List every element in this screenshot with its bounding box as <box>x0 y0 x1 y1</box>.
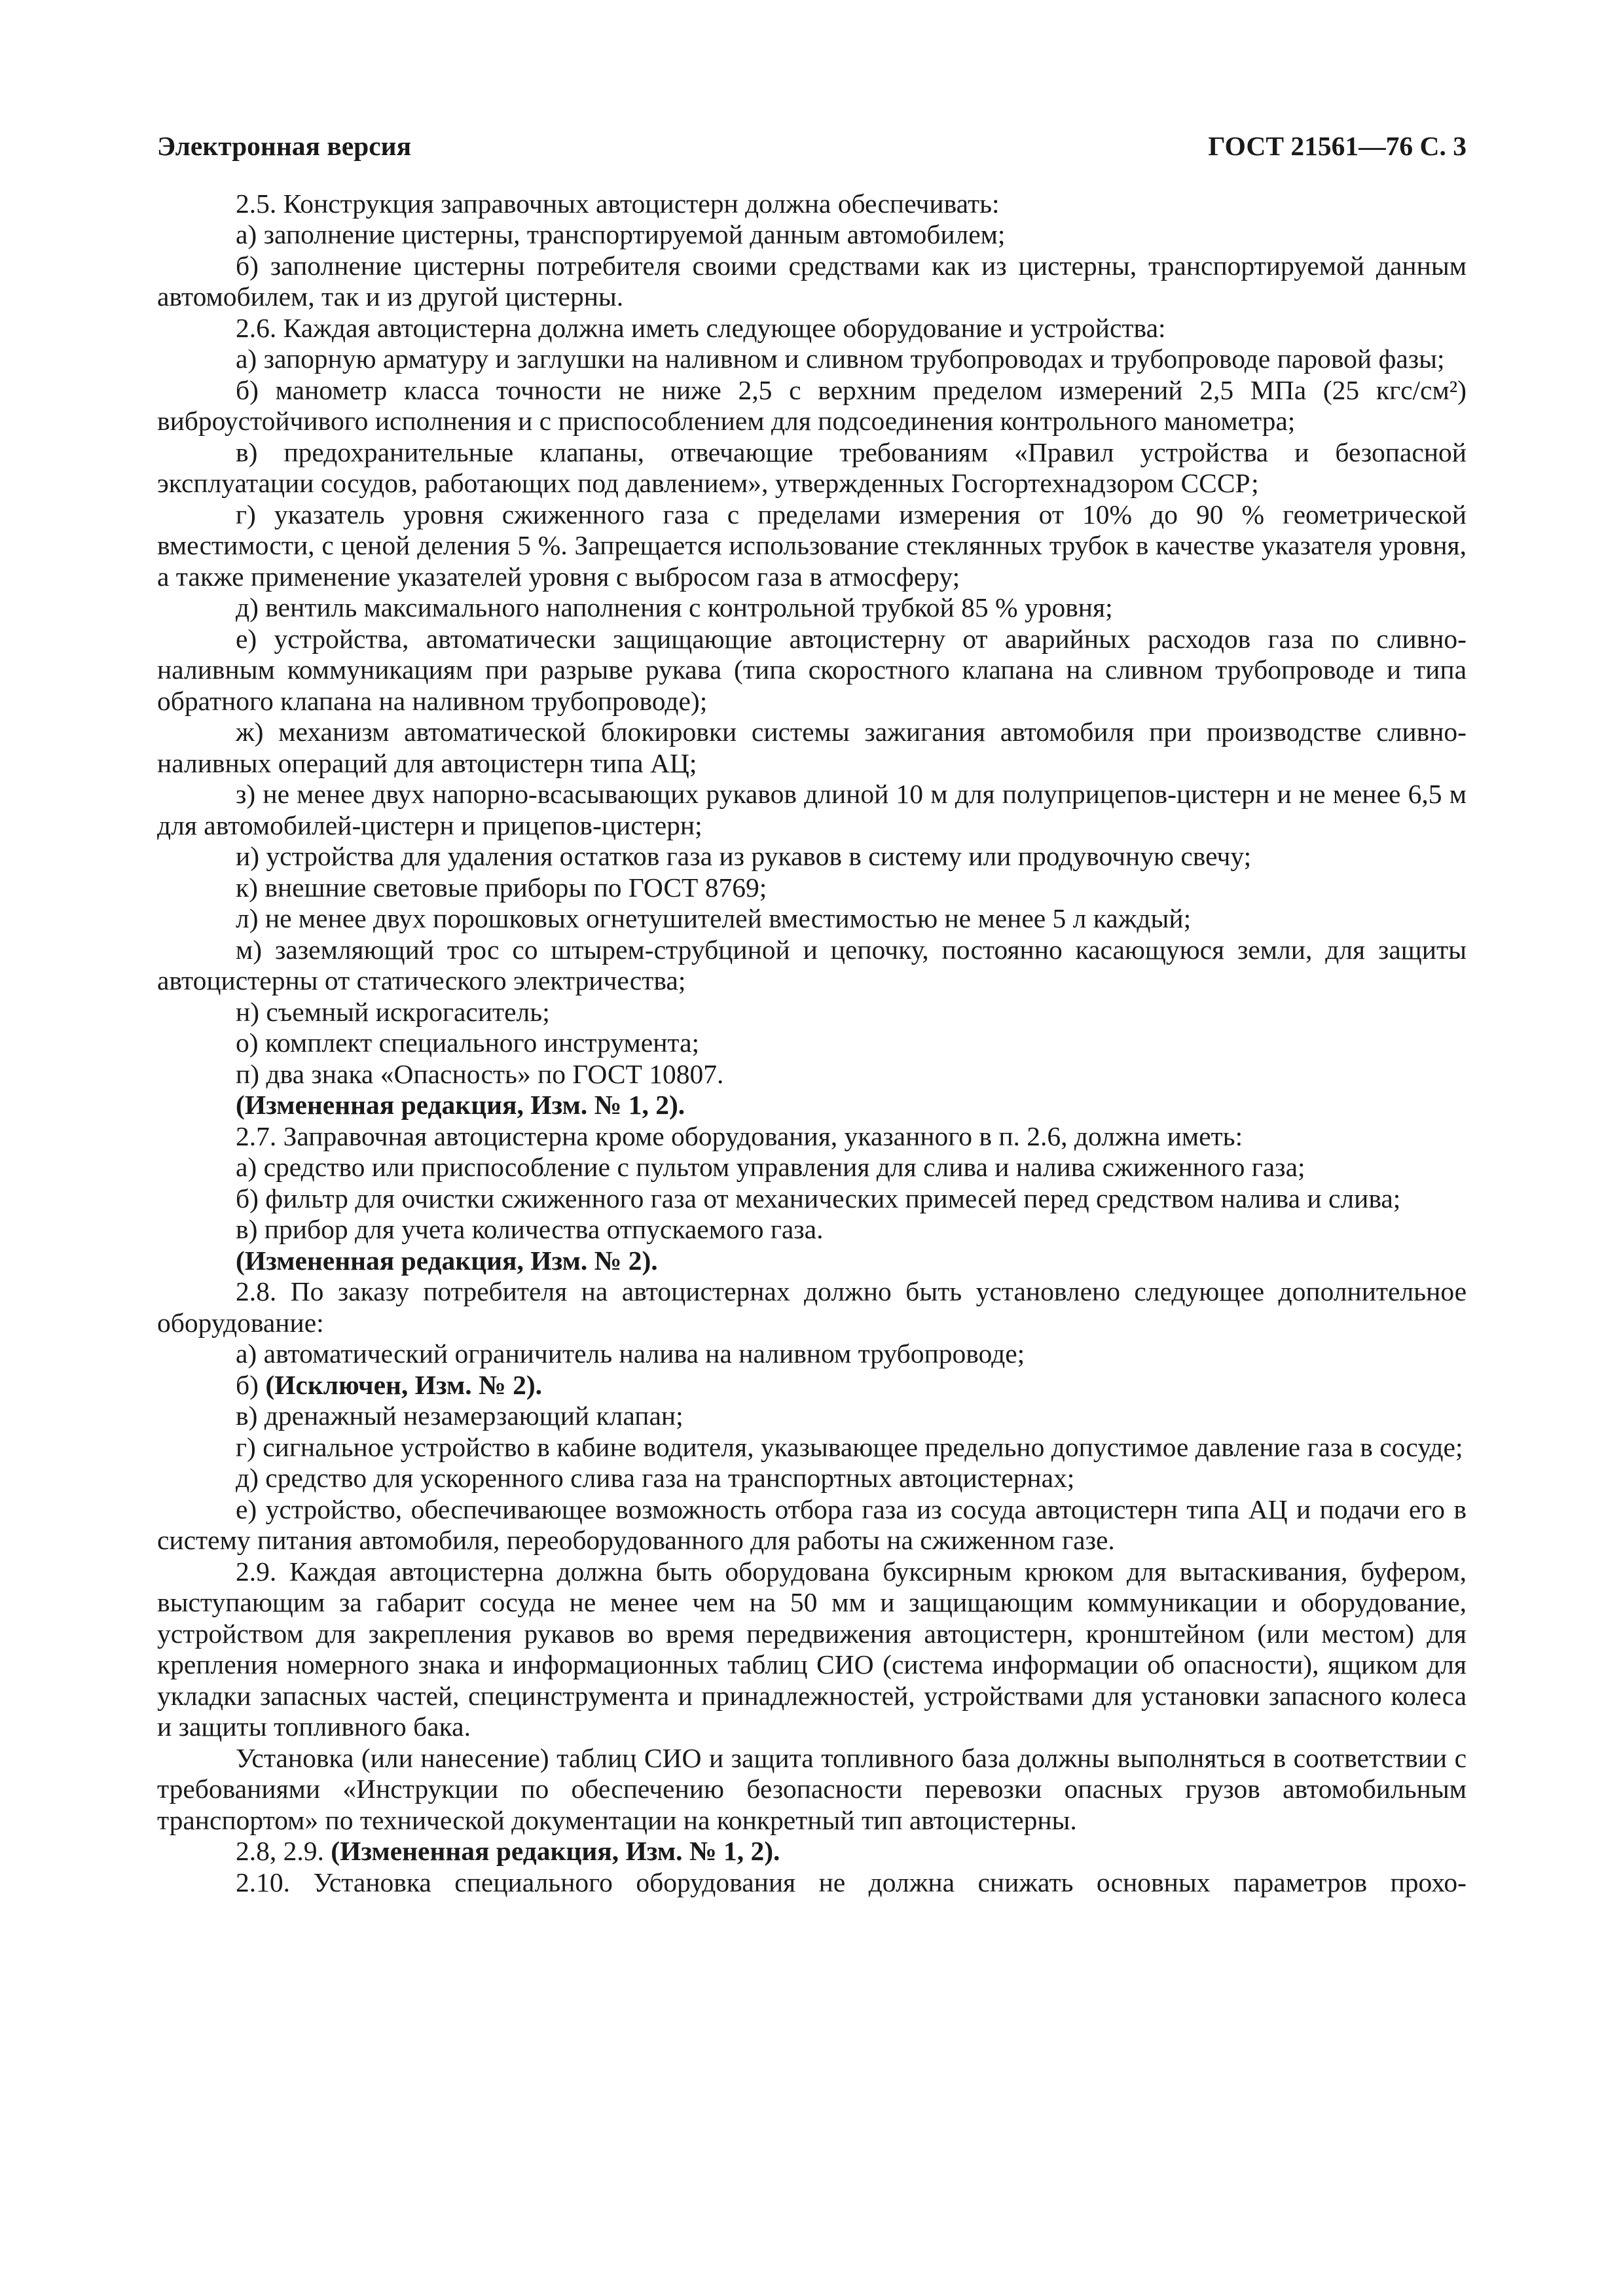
paragraph-text: 2.9. Каждая автоцистерна должна быть оборудована буксирным крюком для вытаскивания, буфером, выступающим за габарит сосуда не менее чем на 50 мм и защищающим коммуникации и оборудование, устройством для закрепления рукавов во время передвижения автоцистерн, кронштейном (или местом) для крепления номерного знака и информационных таблиц СИО (система информации об опасности), ящиком для укладки запасных частей, специнструмента и принадлежностей, устройствами для установки запасного колеса и защиты топливного бака. <box>157 1556 1467 1742</box>
paragraph <box>157 1401 1467 1432</box>
paragraph <box>157 872 1467 904</box>
amendment-note: (Измененная редакция, Изм. № 1, 2). <box>331 1836 780 1866</box>
document-body <box>157 188 1467 1899</box>
paragraph <box>157 219 1467 251</box>
paragraph-text: а) запорную арматуру и заглушки на наливном и сливном трубопроводах и трубопроводе паровой фазы; <box>236 344 1445 374</box>
paragraph <box>157 1338 1467 1370</box>
header-left: Электронная версия <box>157 131 412 161</box>
paragraph-text: о) комплект специального инструмента; <box>236 1028 700 1058</box>
paragraph <box>157 1276 1467 1338</box>
paragraph-text: п) два знака «Опасность» по ГОСТ 10807. <box>236 1058 724 1089</box>
paragraph <box>157 1743 1467 1837</box>
paragraph-text: (Измененная редакция, Изм. № 1, 2). <box>236 1090 685 1120</box>
paragraph-text: 2.6. Каждая автоцистерна должна иметь следующее оборудование и устройства: <box>236 312 1166 343</box>
paragraph <box>157 935 1467 997</box>
paragraph-text: 2.10. Установка специального оборудования не должна снижать основных параметров прохо- <box>236 1867 1467 1897</box>
paragraph-text: 2.8, 2.9. <box>236 1836 331 1866</box>
paragraph-text: Установка (или нанесение) таблиц СИО и защита топливного база должны выполняться в соответствии с требованиями «Инструкции по обеспечению безопасности перевозки опасных грузов автомобильным транспортом» по технической документации на конкретный тип автоцистерны. <box>157 1742 1467 1835</box>
paragraph <box>157 1152 1467 1183</box>
paragraph-text: б) <box>236 1369 266 1400</box>
paragraph <box>157 1214 1467 1246</box>
paragraph <box>157 499 1467 593</box>
paragraph-text: в) предохранительные клапаны, отвечающие требованиям «Правил устройства и безопасной эксплуатации сосудов, работающих под давлением», утвержденных Госгортехнадзором СССР; <box>157 437 1467 498</box>
paragraph <box>157 1867 1467 1899</box>
paragraph <box>157 1246 1467 1277</box>
paragraph <box>157 717 1467 779</box>
paragraph <box>157 1090 1467 1121</box>
paragraph-text: м) заземляющий трос со штырем-струбциной и цепочку, постоянно касающуюся земли, для защиты автоцистерны от статического электричества; <box>157 934 1467 996</box>
paragraph <box>157 841 1467 872</box>
paragraph-text: б) манометр класса точности не ниже 2,5 с верхним пределом измерений 2,5 МПа (25 кгс/см²) виброустойчивого исполнения и с приспособлением для подсоединения контрольного манометра; <box>157 374 1467 436</box>
paragraph <box>157 903 1467 935</box>
paragraph-text: 2.8. По заказу потребителя на автоцистернах должно быть установлено следующее дополнительное оборудование: <box>157 1276 1467 1338</box>
paragraph <box>157 624 1467 717</box>
amendment-note: (Исключен, Изм. № 2). <box>265 1369 543 1400</box>
paragraph-text: г) указатель уровня сжиженного газа с пределами измерения от 10% до 90 % геометрической вместимости, с ценой деления 5 %. Запрещается использование стеклянных трубок в качестве указателя уровня, а также применение указателей уровня с выбросом газа в атмосферу; <box>157 499 1467 592</box>
paragraph <box>157 188 1467 220</box>
paragraph-text: д) вентиль максимального наполнения с контрольной трубкой 85 % уровня; <box>236 592 1113 622</box>
paragraph <box>157 1432 1467 1463</box>
paragraph <box>157 1556 1467 1743</box>
paragraph-text: е) устройства, автоматически защищающие автоцистерну от аварийных расходов газа по сливно-наливным коммуникациям при разрыве рукава (типа скоростного клапана на сливном трубопроводе и типа обратного клапана на наливном трубопроводе); <box>157 623 1467 716</box>
paragraph-text: 2.7. Заправочная автоцистерна кроме оборудования, указанного в п. 2.6, должна иметь: <box>236 1121 1243 1151</box>
paragraph <box>157 1463 1467 1494</box>
paragraph-text: 2.5. Конструкция заправочных автоцистерн должна обеспечивать: <box>236 188 1000 219</box>
paragraph <box>157 1183 1467 1215</box>
paragraph-text: а) заполнение цистерны, транспортируемой данным автомобилем; <box>236 219 1006 249</box>
paragraph-text: к) внешние световые приборы по ГОСТ 8769; <box>236 872 767 903</box>
paragraph <box>157 437 1467 499</box>
paragraph-text: г) сигнальное устройство в кабине водителя, указывающее предельно допустимое давление газа в сосуде; <box>236 1431 1463 1462</box>
paragraph-text: а) средство или приспособление с пультом управления для слива и налива сжиженного газа; <box>236 1152 1305 1182</box>
paragraph <box>157 1059 1467 1090</box>
paragraph-text: з) не менее двух напорно-всасывающих рукавов длиной 10 м для полуприцепов-цистерн и не менее 6,5 м для автомобилей-цистерн и прицепов-цистерн; <box>157 779 1467 840</box>
paragraph <box>157 1370 1467 1401</box>
paragraph <box>157 375 1467 437</box>
paragraph-text: б) заполнение цистерны потребителя своими средствами как из цистерны, транспортируемой данным автомобилем, так и из другой цистерны. <box>157 250 1467 312</box>
paragraph <box>157 1494 1467 1556</box>
header-right: ГОСТ 21561—76 С. 3 <box>1208 131 1467 161</box>
paragraph <box>157 344 1467 375</box>
paragraph-text: в) дренажный незамерзающий клапан; <box>236 1401 684 1431</box>
document-page <box>157 131 1467 1898</box>
paragraph-text: н) съемный искрогаситель; <box>236 996 550 1027</box>
paragraph-text: б) фильтр для очистки сжиженного газа от механических примесей перед средством налива и слива; <box>236 1183 1401 1213</box>
paragraph-text: и) устройства для удаления остатков газа из рукавов в систему или продувочную свечу; <box>236 841 1252 871</box>
paragraph-text: (Измененная редакция, Изм. № 2). <box>236 1245 658 1276</box>
paragraph <box>157 313 1467 344</box>
paragraph-text: а) автоматический ограничитель налива на наливном трубопроводе; <box>236 1338 1025 1369</box>
paragraph <box>157 1836 1467 1867</box>
paragraph-text: д) средство для ускоренного слива газа на транспортных автоцистернах; <box>236 1463 1075 1493</box>
paragraph <box>157 592 1467 624</box>
paragraph <box>157 1028 1467 1059</box>
paragraph <box>157 779 1467 841</box>
page-header <box>157 131 1467 162</box>
paragraph <box>157 1121 1467 1153</box>
paragraph-text: е) устройство, обеспечивающее возможность отбора газа из сосуда автоцистерн типа АЦ и подачи его в систему питания автомобиля, переоборудованного для работы на сжиженном газе. <box>157 1494 1467 1555</box>
paragraph-text: ж) механизм автоматической блокировки системы зажигания автомобиля при производстве сливно-наливных операций для автоцистерн типа АЦ; <box>157 717 1467 778</box>
paragraph-text: л) не менее двух порошковых огнетушителей вместимостью не менее 5 л каждый; <box>236 903 1192 933</box>
paragraph <box>157 997 1467 1028</box>
paragraph <box>157 251 1467 313</box>
paragraph-text: в) прибор для учета количества отпускаемого газа. <box>236 1214 824 1244</box>
